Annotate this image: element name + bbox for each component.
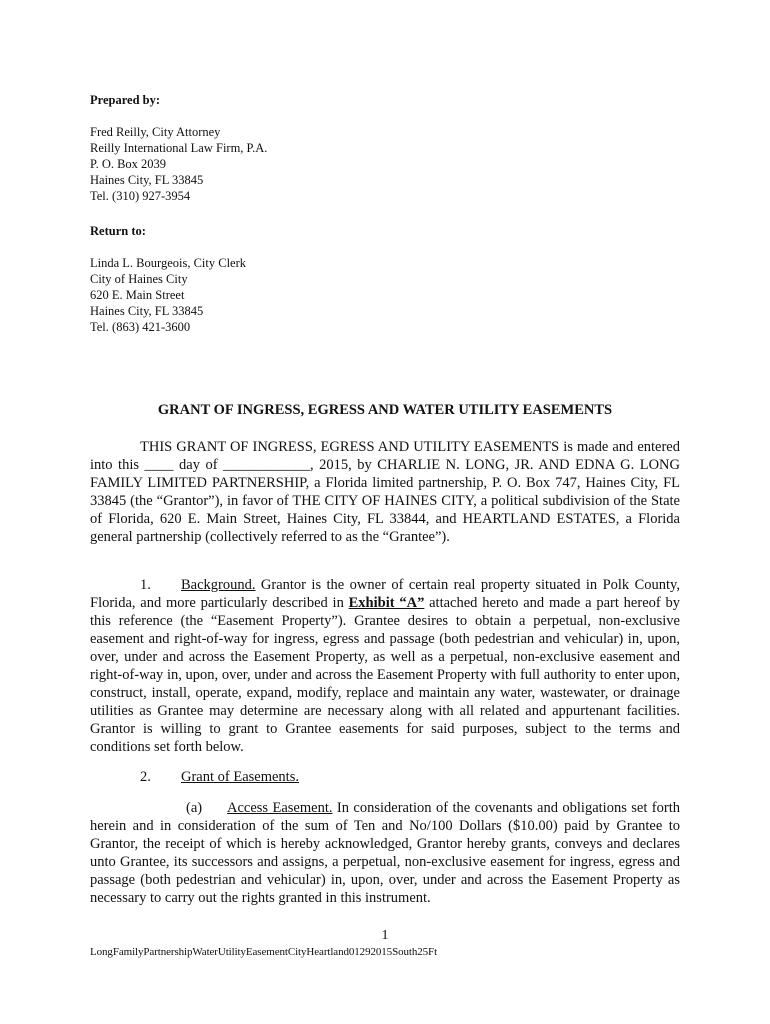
document-title: GRANT OF INGRESS, EGRESS AND WATER UTILITY EASEMENTS xyxy=(157,402,613,418)
section-1-text: Grantor is the owner of certain real property situated in Polk County, Florida, and more particularly described in xyxy=(90,577,680,611)
return-to-line: Haines City, FL 33845 xyxy=(90,304,204,318)
prepared-by-line: Tel. (310) 927-3954 xyxy=(90,189,191,203)
return-to-line: Linda L. Bourgeois, City Clerk xyxy=(90,256,247,270)
intro-paragraph xyxy=(90,438,680,546)
return-to-line: 620 E. Main Street xyxy=(90,288,185,302)
section-1-heading: Background. xyxy=(181,577,256,593)
return-to-line: Tel. (863) 421-3600 xyxy=(90,320,191,334)
return-to-line: City of Haines City xyxy=(90,272,188,286)
section-2a-label: (a) xyxy=(186,800,203,816)
prepared-by-line: Reilly International Law Firm, P.A. xyxy=(90,141,268,155)
document-footer: LongFamilyPartnershipWaterUtilityEasementCityHeartland01292015South25Ft xyxy=(90,946,438,958)
page-number: 1 xyxy=(381,928,389,943)
prepared-by-line: Fred Reilly, City Attorney xyxy=(90,125,221,139)
prepared-by-line: Haines City, FL 33845 xyxy=(90,173,204,187)
section-2-paragraph xyxy=(90,768,680,786)
section-2a-text: In consideration of the covenants and obligations set forth herein and in consideration of the sum of Ten and No/100 Dollars ($10.00) paid by Grantee to Grantor, the receipt of which is hereby acknowledged, Grantor hereby grants, conveys and declares unto Grantee, its successors and assigns, a perpetual, non-exclusive easement for ingress, egress and passage (both pedestrian and vehicular) in, upon, over, under and across the Easement Property as necessary to carry out the rights granted in this instrument. xyxy=(90,800,680,906)
prepared-by-heading: Prepared by: xyxy=(90,93,161,107)
prepared-by-block xyxy=(90,92,267,204)
section-1-paragraph xyxy=(90,576,680,756)
section-1-number: 1. xyxy=(140,577,151,593)
exhibit-a-reference: Exhibit “A” xyxy=(348,595,425,611)
section-2a-heading: Access Easement. xyxy=(227,800,333,816)
prepared-by-line: P. O. Box 2039 xyxy=(90,157,167,171)
return-to-heading: Return to: xyxy=(90,224,146,238)
return-to-block xyxy=(90,223,246,335)
section-1-text: attached hereto and made a part hereof by this reference (the “Easement Property”). Grantee desires to obtain a perpetual, non-exclusive easement and right-of-way for ingress, egress and passage (both pedestrian and vehicular) in, upon, over, under and across the Easement Property, as well as a perpetual, non-exclusive easement and right-of-way in, upon, over, under and across the Easement Property with full authority to enter upon, construct, install, operate, expand, modify, replace and maintain any water, wastewater, or drainage utilities as Grantee may determine are necessary along with all related and appurtenant facilities. Grantor is willing to grant to Grantee easements for said purposes, subject to the terms and conditions set forth below. xyxy=(90,595,680,755)
intro-text: THIS GRANT OF INGRESS, EGRESS AND UTILITY EASEMENTS is made and entered into this ____ day of ____________, 2015, by CHARLIE N. LONG, JR. AND EDNA G. LONG FAMILY LIMITED PARTNERSHIP, a Florida limited partnership, P. O. Box 747, Haines City, FL 33845 (the “Grantor”), in favor of THE CITY OF HAINES CITY, a political subdivision of the State of Florida, 620 E. Main Street, Haines City, FL 33844, and HEARTLAND ESTATES, a Florida general partnership (collectively referred to as the “Grantee”). xyxy=(90,439,680,545)
section-2-number: 2. xyxy=(140,769,151,785)
section-2a-paragraph xyxy=(90,799,680,907)
section-2-heading: Grant of Easements. xyxy=(181,769,299,785)
